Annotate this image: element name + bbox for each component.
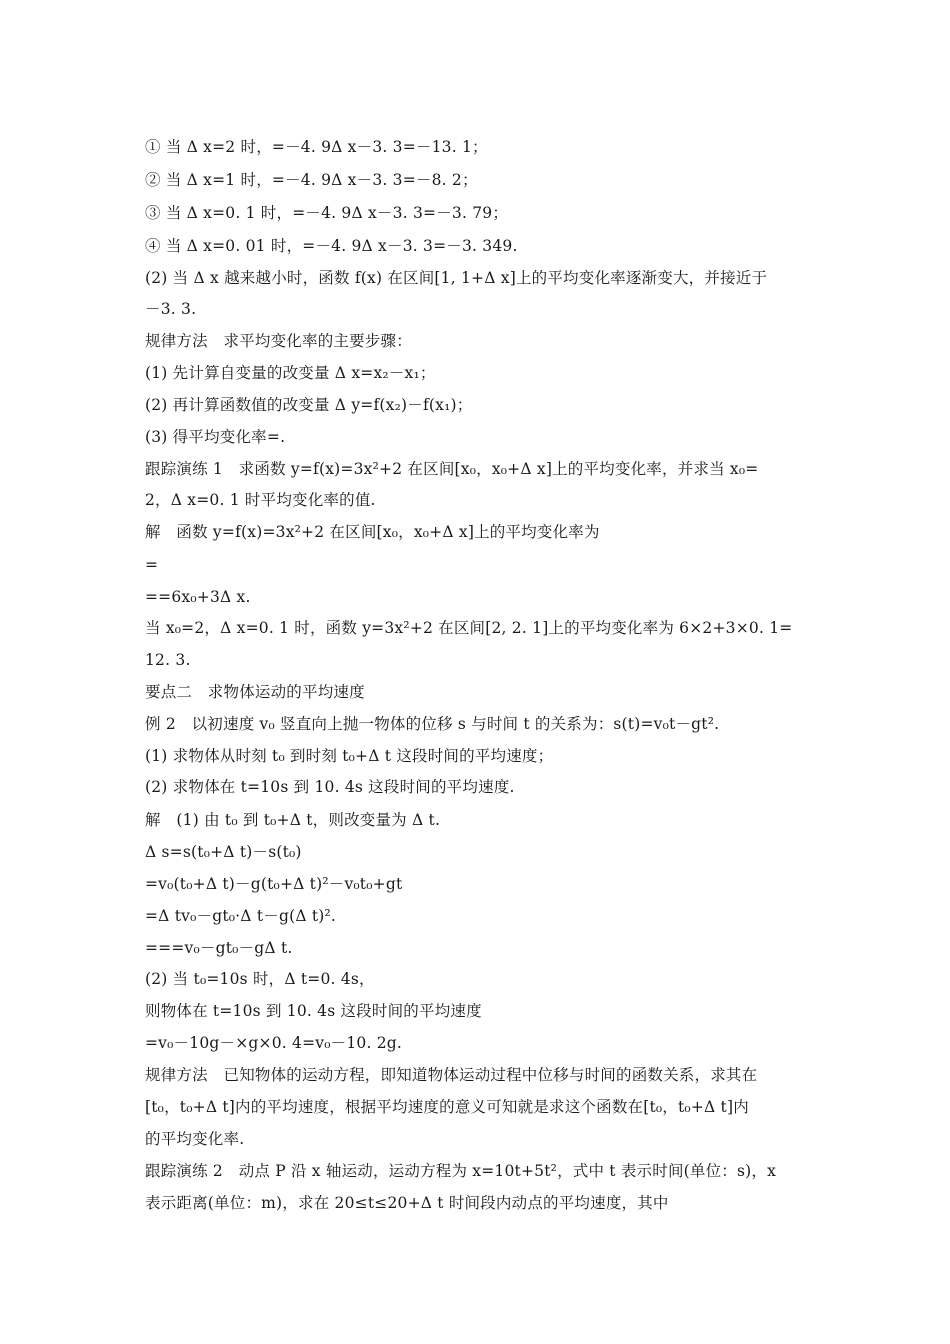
text-line: (2) 当 t₀=10s 时，Δ t=0. 4s， <box>145 970 375 988</box>
text-line: (1) 先计算自变量的改变量 Δ x=x₂－x₁； <box>145 364 436 382</box>
section-heading: 例 2 以初速度 v₀ 竖直向上抛一物体的位移 s 与时间 t 的关系为：s(t)=v₀t－gt². <box>145 715 720 733</box>
text-line: = <box>145 556 159 574</box>
text-line: ==6x₀+3Δ x. <box>145 588 251 606</box>
text-line: －3. 3. <box>145 300 197 318</box>
text-line: ③ 当 Δ x=0. 1 时，=－4. 9Δ x－3. 3=－3. 79； <box>145 204 509 222</box>
text-line: ===v₀－gt₀－gΔ t. <box>145 939 293 957</box>
text-line: ① 当 Δ x=2 时，=－4. 9Δ x－3. 3=－13. 1； <box>145 138 488 156</box>
text-line: =Δ tv₀－gt₀·Δ t－g(Δ t)². <box>145 907 337 925</box>
text-line: ④ 当 Δ x=0. 01 时，=－4. 9Δ x－3. 3=－3. 349. <box>145 237 518 255</box>
text-line: 2，Δ x=0. 1 时平均变化率的值. <box>145 491 376 509</box>
text-line: 当 x₀=2，Δ x=0. 1 时，函数 y=3x²+2 在区间[2, 2. 1]上的平均变化率为 6×2+3×0. 1= <box>145 619 793 637</box>
text-line: (2) 当 Δ x 越来越小时，函数 f(x) 在区间[1, 1+Δ x]上的平均变化率逐渐变大，并接近于 <box>145 269 768 287</box>
text-line: 解 (1) 由 t₀ 到 t₀+Δ t，则改变量为 Δ t. <box>145 811 441 829</box>
section-heading: 规律方法 已知物体的运动方程，即知道物体运动过程中位移与时间的函数关系，求其在 <box>145 1066 758 1084</box>
text-line: 12. 3. <box>145 651 191 669</box>
text-line: (1) 求物体从时刻 t₀ 到时刻 t₀+Δ t 这段时间的平均速度； <box>145 747 554 765</box>
text-line: 则物体在 t=10s 到 10. 4s 这段时间的平均速度 <box>145 1002 482 1020</box>
section-heading: 跟踪演练 1 求函数 y=f(x)=3x²+2 在区间[x₀，x₀+Δ x]上的平均变化率，并求当 x₀= <box>145 460 759 478</box>
section-heading: 跟踪演练 2 动点 P 沿 x 轴运动，运动方程为 x=10t+5t²，式中 t 表示时间(单位：s)，x <box>145 1162 777 1180</box>
text-line: =v₀－10g－×g×0. 4=v₀－10. 2g. <box>145 1034 403 1052</box>
text-line: 的平均变化率. <box>145 1130 245 1148</box>
text-line: (3) 得平均变化率=. <box>145 428 286 446</box>
text-line: 解 函数 y=f(x)=3x²+2 在区间[x₀，x₀+Δ x]上的平均变化率为 <box>145 523 600 541</box>
text-line: [t₀，t₀+Δ t]内的平均速度，根据平均速度的意义可知就是求这个函数在[t₀，t₀+Δ t]内 <box>145 1098 749 1116</box>
text-line: Δ s=s(t₀+Δ t)－s(t₀) <box>145 843 302 861</box>
text-line: =v₀(t₀+Δ t)－g(t₀+Δ t)²－v₀t₀+gt <box>145 875 403 893</box>
text-line: (2) 再计算函数值的改变量 Δ y=f(x₂)－f(x₁)； <box>145 396 473 414</box>
text-line: ② 当 Δ x=1 时，=－4. 9Δ x－3. 3=－8. 2； <box>145 171 478 189</box>
text-line: 表示距离(单位：m)，求在 20≤t≤20+Δ t 时间段内动点的平均速度，其中 <box>145 1194 669 1212</box>
text-line: (2) 求物体在 t=10s 到 10. 4s 这段时间的平均速度. <box>145 778 515 796</box>
section-heading: 要点二 求物体运动的平均速度 <box>145 683 365 701</box>
section-heading: 规律方法 求平均变化率的主要步骤： <box>145 332 412 350</box>
